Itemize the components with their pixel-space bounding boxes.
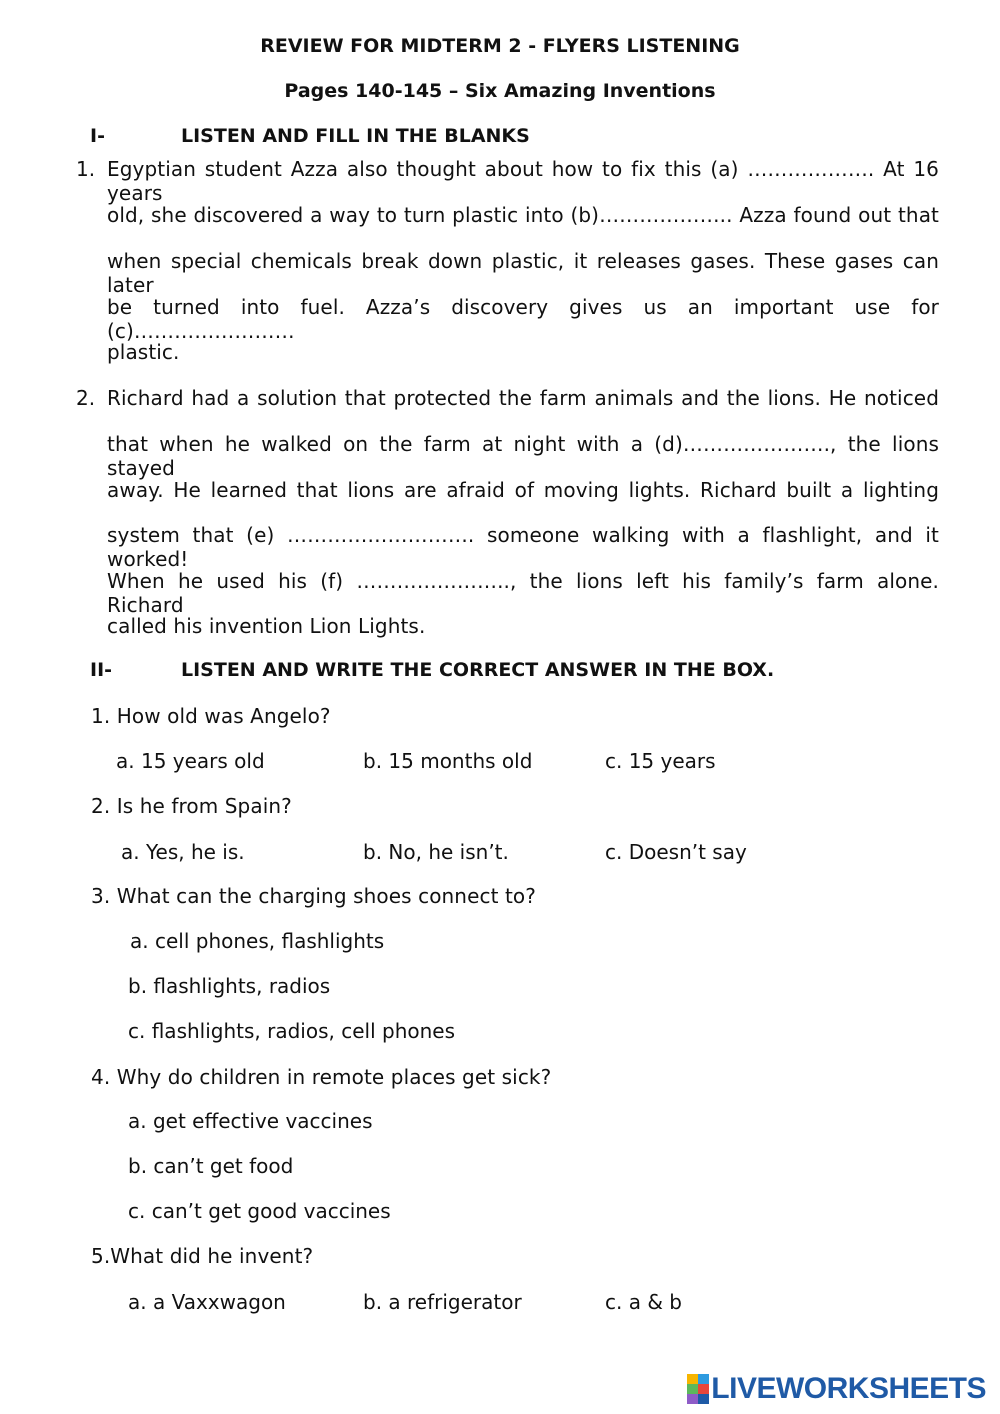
logo-tile xyxy=(687,1394,698,1404)
logo-tile xyxy=(698,1374,709,1384)
q4-option-a[interactable]: a. get effective vaccines xyxy=(128,1109,373,1133)
item2-line2: that when he walked on the farm at night with a (d)…………………., the lions stayed xyxy=(107,432,939,480)
q3-option-c[interactable]: c. flashlights, radios, cell phones xyxy=(128,1019,456,1043)
item2-line5: When he used his (f) ………………….., the lions left his family’s farm alone. Richard xyxy=(107,569,939,617)
page-title: REVIEW FOR MIDTERM 2 - FLYERS LISTENING xyxy=(260,35,740,57)
item1-line5: plastic. xyxy=(107,340,180,364)
q5-option-c[interactable]: c. a & b xyxy=(605,1290,682,1314)
section1-number: I- xyxy=(90,125,105,147)
q1-option-c[interactable]: c. 15 years xyxy=(605,749,716,773)
page-subtitle: Pages 140-145 – Six Amazing Inventions xyxy=(284,80,716,102)
item1-number: 1. xyxy=(76,157,96,181)
section1-heading: LISTEN AND FILL IN THE BLANKS xyxy=(181,125,530,147)
question-5: 5.What did he invent? xyxy=(91,1244,314,1268)
liveworksheets-logo-icon xyxy=(687,1374,709,1404)
liveworksheets-logo[interactable] xyxy=(687,1371,986,1407)
logo-text: LIVEWORKSHEETS xyxy=(711,1372,986,1405)
q3-option-b[interactable]: b. flashlights, radios xyxy=(128,974,331,998)
item2-number: 2. xyxy=(76,386,96,410)
q4-option-c[interactable]: c. can’t get good vaccines xyxy=(128,1199,391,1223)
q3-option-a[interactable]: a. cell phones, flashlights xyxy=(130,929,385,953)
item2-line4: system that (e) ………………………. someone walking with a flashlight, and it worked! xyxy=(107,523,939,571)
question-2: 2. Is he from Spain? xyxy=(91,794,292,818)
q2-option-c[interactable]: c. Doesn’t say xyxy=(605,840,747,864)
item2-line6: called his invention Lion Lights. xyxy=(107,614,426,638)
q1-option-a[interactable]: a. 15 years old xyxy=(116,749,265,773)
item1-line3: when special chemicals break down plastic, it releases gases. These gases can later xyxy=(107,249,939,297)
q2-option-b[interactable]: b. No, he isn’t. xyxy=(363,840,509,864)
q5-option-b[interactable]: b. a refrigerator xyxy=(363,1290,522,1314)
logo-tile xyxy=(698,1384,709,1394)
q5-option-a[interactable]: a. a Vaxxwagon xyxy=(128,1290,286,1314)
q4-option-b[interactable]: b. can’t get food xyxy=(128,1154,294,1178)
question-1: 1. How old was Angelo? xyxy=(91,704,331,728)
item2-line1: Richard had a solution that protected the farm animals and the lions. He noticed xyxy=(107,386,939,410)
item1-line4: be turned into fuel. Azza’s discovery gives us an important use for (c)…………………… xyxy=(107,295,939,343)
item2-line3: away. He learned that lions are afraid of moving lights. Richard built a lighting xyxy=(107,478,939,502)
q1-option-b[interactable]: b. 15 months old xyxy=(363,749,533,773)
section2-heading: LISTEN AND WRITE THE CORRECT ANSWER IN THE BOX. xyxy=(181,659,775,681)
question-3: 3. What can the charging shoes connect to? xyxy=(91,884,536,908)
section2-number: II- xyxy=(90,659,113,681)
logo-tile xyxy=(698,1394,709,1404)
item1-line1: Egyptian student Azza also thought about how to fix this (a) ………………. At 16 years xyxy=(107,157,939,205)
logo-tile xyxy=(687,1384,698,1394)
question-4: 4. Why do children in remote places get sick? xyxy=(91,1065,552,1089)
logo-tile xyxy=(687,1374,698,1384)
item1-line2: old, she discovered a way to turn plastic into (b)……………….. Azza found out that xyxy=(107,203,939,227)
q2-option-a[interactable]: a. Yes, he is. xyxy=(121,840,245,864)
